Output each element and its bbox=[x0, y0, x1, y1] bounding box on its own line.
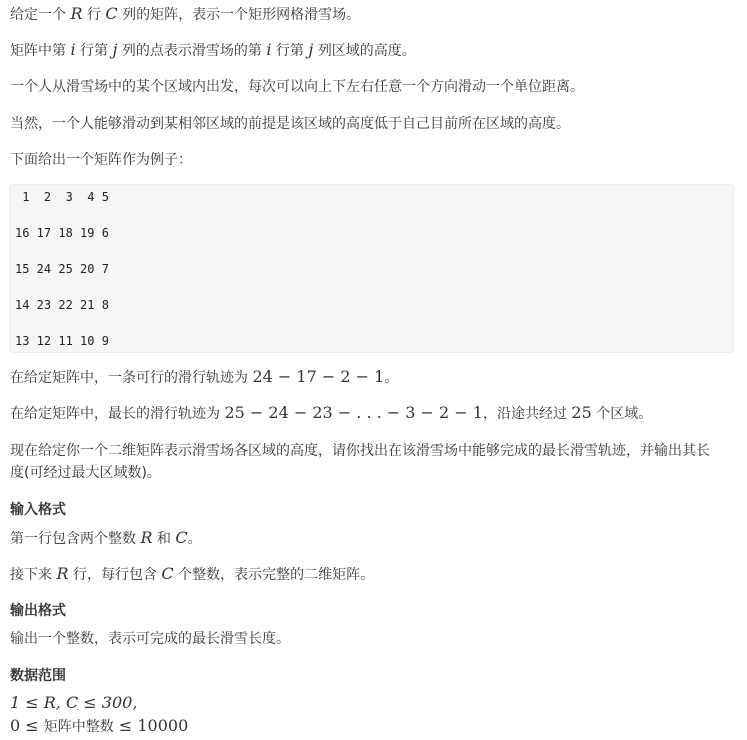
paragraph-movement: 一个人从滑雪场中的某个区域内出发，每次可以向上下左右任意一个方向滑动一个单位距离。 bbox=[10, 79, 584, 95]
var-j: j bbox=[112, 40, 118, 59]
var-i: i bbox=[266, 40, 272, 59]
paragraph-point-meaning: 矩阵中第 i 行第 j 列的点表示滑雪场的第 i 行第 j 列区域的高度。 bbox=[10, 40, 416, 59]
paragraph-condition: 当然，一个人能够滑动到某相邻区域的前提是该区域的高度低于自己目前所在区域的高度。 bbox=[10, 116, 570, 132]
range-constraint-values: 0 ≤ 矩阵中整数 ≤ 10000 bbox=[10, 716, 189, 735]
path-expression: 25 − 24 − 23 − . . . − 3 − 2 − 1 bbox=[224, 403, 483, 422]
range-constraint-rc: 1 ≤ R, C ≤ 300, bbox=[10, 693, 138, 712]
data-range-heading: 数据范围 bbox=[10, 668, 66, 684]
output-format-heading: 输出格式 bbox=[10, 603, 66, 619]
paragraph-task-line-1: 现在给定你一个二维矩阵表示滑雪场各区域的高度，请你找出在该滑雪场中能够完成的最长滑雪轨迹，并输出其长 bbox=[10, 443, 710, 459]
matrix-row: 16 17 18 19 6 bbox=[15, 226, 109, 240]
matrix-row: 13 12 11 10 9 bbox=[15, 334, 109, 348]
paragraph-feasible-path: 在给定矩阵中，一条可行的滑行轨迹为 24 − 17 − 2 − 1。 bbox=[10, 367, 399, 386]
paragraph-task-line-2: 度(可经过最大区域数)。 bbox=[10, 465, 161, 481]
var-i: i bbox=[70, 40, 76, 59]
input-format-heading: 输入格式 bbox=[10, 502, 66, 518]
var-R: R bbox=[56, 564, 69, 583]
paragraph-longest-path: 在给定矩阵中，最长的滑行轨迹为 25 − 24 − 23 − . . . − 3 − 2 − 1，沿途共经过 25 个区域。 bbox=[10, 403, 653, 422]
input-format-line-1: 第一行包含两个整数 R 和 C。 bbox=[10, 528, 202, 547]
var-C: C bbox=[175, 528, 188, 547]
var-R: R bbox=[70, 4, 83, 23]
var-j: j bbox=[308, 40, 314, 59]
output-format-line-1: 输出一个整数，表示可完成的最长滑雪长度。 bbox=[10, 631, 290, 647]
region-count: 25 bbox=[571, 403, 592, 422]
matrix-row: 15 24 25 20 7 bbox=[15, 262, 109, 276]
matrix-code-block bbox=[9, 184, 734, 353]
input-format-line-2: 接下来 R 行，每行包含 C 个整数，表示完整的二维矩阵。 bbox=[10, 564, 375, 583]
matrix-row: 1 2 3 4 5 bbox=[15, 190, 109, 204]
paragraph-grid-intro: 给定一个 R 行 C 列的矩阵，表示一个矩形网格滑雪场。 bbox=[10, 4, 361, 23]
path-expression: 24 − 17 − 2 − 1 bbox=[252, 367, 385, 386]
var-C: C bbox=[105, 4, 118, 23]
matrix-row: 14 23 22 21 8 bbox=[15, 298, 109, 312]
paragraph-example-intro: 下面给出一个矩阵作为例子： bbox=[10, 152, 192, 168]
var-R: R bbox=[140, 528, 153, 547]
var-C: C bbox=[161, 564, 174, 583]
